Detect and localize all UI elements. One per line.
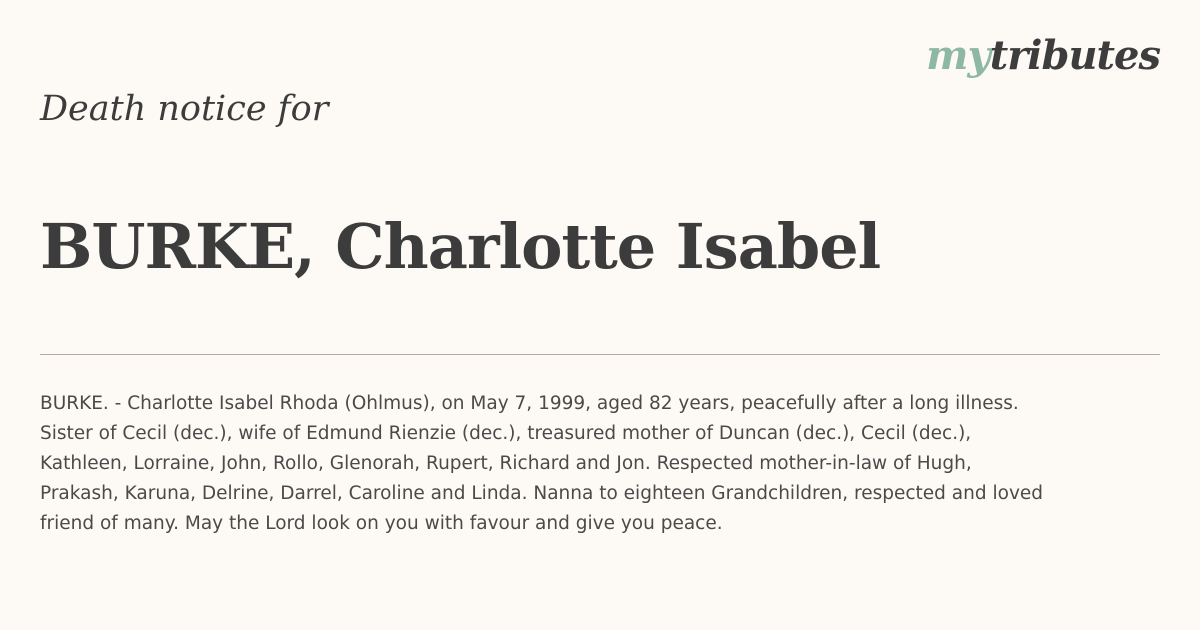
death-notice-intro: Death notice for (40, 89, 329, 129)
logo-my-text: my (926, 32, 990, 79)
mytributes-logo[interactable] (926, 34, 1160, 78)
notice-body: BURKE. - Charlotte Isabel Rhoda (Ohlmus), on May 7, 1999, aged 82 years, peacefully after a long illness. Sister of Cecil (dec.), wife of Edmund Rienzie (dec.), treasured mother of Duncan (dec.), Cecil (dec.), Kathleen, Lorraine, John, Rollo, Glenorah, Rupert, Richard and Jon. Respected mother-in-law of Hugh, Prakash, Karuna, Delrine, Darrel, Caroline and Linda. Nanna to eighteen Grandchildren, respected and loved friend of many. May the Lord look on you with favour and give you peace. (40, 393, 1044, 534)
deceased-name: BURKE, Charlotte Isabel (40, 210, 881, 283)
logo-tributes-text: tributes (989, 32, 1160, 79)
divider (40, 354, 1160, 355)
